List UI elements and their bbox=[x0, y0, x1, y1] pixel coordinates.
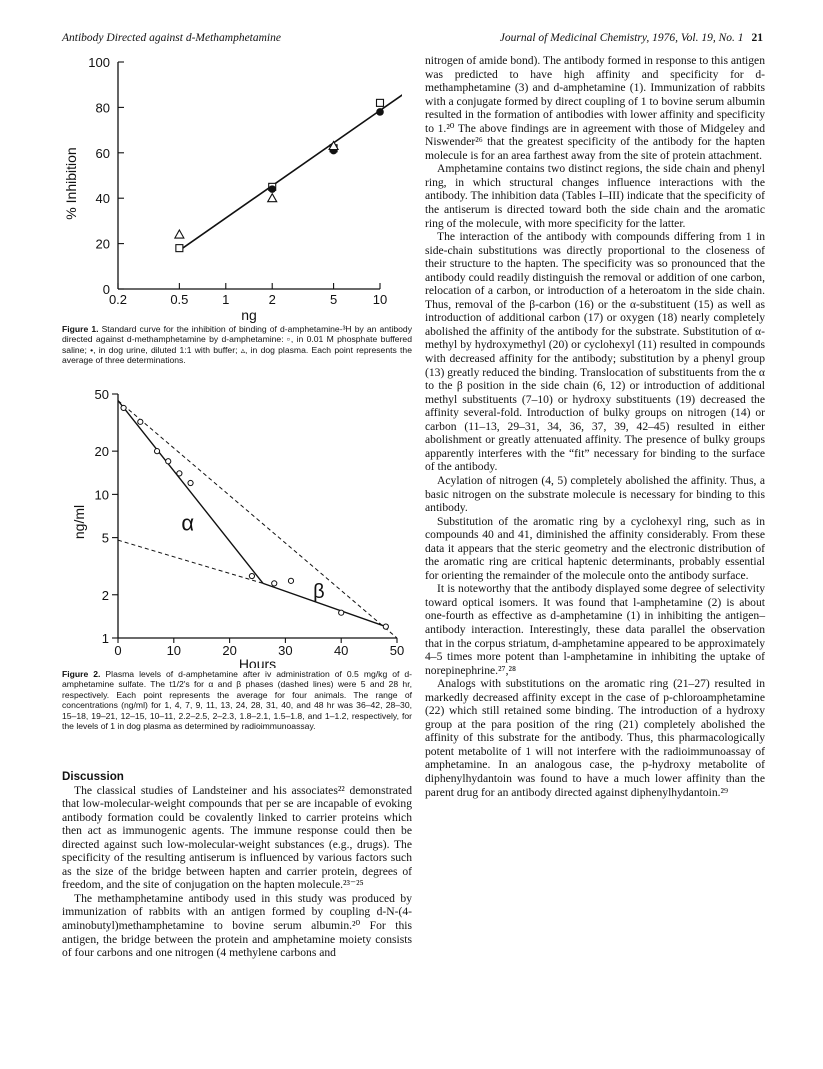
body-paragraph: Acylation of nitrogen (4, 5) completely abolished the affinity. Thus, a basic nitrogen on the substrate molecule is necessary for binding to this antibody. bbox=[425, 473, 765, 515]
body-paragraph: Amphetamine contains two distinct regions, the side chain and phenyl ring, in which structural changes influence interactions with the antibody. The inhibition data (Tables I–III) indicate that the specificity of the antiserum is directed toward both the side chain and the aromatic ring of the molecule, with more specificity for the latter. bbox=[425, 162, 765, 230]
figure2-caption-label: Figure 2. bbox=[62, 669, 101, 679]
x-tick-label: 20 bbox=[222, 643, 237, 658]
y-tick-label: 40 bbox=[95, 191, 110, 207]
y-tick-label: 100 bbox=[88, 55, 110, 70]
figure2-axes bbox=[71, 387, 404, 668]
x-tick-label: 5 bbox=[329, 292, 338, 307]
x-tick-label: 40 bbox=[333, 643, 349, 658]
x-tick-label: 2 bbox=[268, 292, 276, 307]
data-point-circle bbox=[249, 573, 254, 578]
continued-paragraph: nitrogen of amide bond). The antibody formed in response to this antigen was predicted to have high affinity and specificity for d-methamphetamine (3) and d-amphetamine (1). Immunization of rabbits with a conjugate formed by direct coupling of 1 to bovine serum albumin resulted in the formation of antibodies with lower affinity and specificity to 1.²⁰ The above findings are in agreement with those of Midgeley and Niswender²⁶ that the greatest specificity of the antibody for the hapten molecule is for an area farthest away from the site of protein attachment. bbox=[425, 54, 766, 162]
data-point-circle bbox=[376, 108, 384, 116]
x-tick-label: 1 bbox=[222, 292, 230, 307]
data-point-circle bbox=[272, 581, 277, 586]
data-point-circle bbox=[188, 480, 193, 485]
discussion-paragraph: The classical studies of Landsteiner and his associates²² demonstrated that low-molecular-weight compounds that per se are incapable of evoking antibody formation could be covalently linked to carrier proteins which then act as immunogenic agents. The immune response could then be directed against such low-molecular-weight substances (e.g., drugs). The specificity of the resulting antiserum is influenced by various factors such as the size of the bridge between hapten and carrier protein, degrees of freedom, and the site of conjugation on the hapten molecule.²³⁻²⁵ bbox=[62, 783, 412, 892]
data-point-circle bbox=[177, 471, 182, 476]
data-point-circle bbox=[288, 578, 293, 583]
x-axis-label: Hours bbox=[238, 656, 277, 668]
body-paragraph: Substitution of the aromatic ring by a cyclohexyl ring, such as in compounds 40 and 41, diminished the affinity considerably. From these data it appears that the steric geometry and the electronic distribution of the aromatic ring are critical haptenic determinants, probably essential for orienting the remainder of the molecule onto the antibody surface. bbox=[425, 514, 765, 582]
figure2-caption-text: Plasma levels of d-amphetamine after iv administration of 0.5 mg/kg of d-amphetamine sulfate. The t1/2's for α and β phases (dashed lines) were 5 and 28 hr, respectively. Each point represents the average for four animals. The range of concentrations (ng/ml) for 1, 4, 7, 9, 11, 13, 24, 28, 31, 40, and 48 hr was 36–42, 28–30, 15–18, 19–21, 12–15, 10–11, 2.2–2.5, 2–2.3, 1.8–2.1, 1.5–1.8, and 1–1.2, respectively, for the levels of 1 in dog plasma as determined by radioimmunoassay. bbox=[62, 669, 412, 732]
running-header-title: Antibody Directed against d-Methamphetamine bbox=[62, 32, 281, 44]
data-point-square bbox=[377, 99, 384, 106]
regression-line bbox=[179, 92, 402, 251]
x-tick-label: 10 bbox=[166, 643, 182, 658]
x-tick-label: 0.5 bbox=[170, 292, 189, 307]
data-point-circle bbox=[383, 624, 388, 629]
body-paragraph: It is noteworthy that the antibody displayed some degree of selectivity toward optical isomers. It was found that l-amphetamine (2) is about one-fourth as effective as d-amphetamine (1) in inhibiting the antigen–antibody interaction. Interestingly, these data parallel the observation that in the corpus striatum, d-amphetamine appeared to be approximately 4–5 times more potent than l-amphetamine in inhibiting the uptake of norepinephrine.²⁷,²⁸ bbox=[425, 582, 765, 677]
data-point-circle bbox=[166, 459, 171, 464]
figure2-marks bbox=[118, 401, 397, 638]
y-tick-label: 60 bbox=[95, 145, 110, 161]
x-axis-label: ng bbox=[241, 307, 257, 323]
figure1-caption bbox=[62, 324, 412, 366]
data-point-circle bbox=[339, 610, 344, 615]
figure1-axes bbox=[63, 55, 387, 323]
discussion-section bbox=[62, 770, 412, 960]
alpha-phase-label: α bbox=[181, 510, 195, 536]
body-paragraph: The interaction of the antibody with compounds differing from 1 in side-chain substitutions was directly proportional to the closeness of their structure to the hapten. The specificity was so pronounced that the antibody could readily distinguish the removal or addition of one carbon, relocation of a carbon, or introduction of a heteroatom in the side chain. Thus, removal of the β-carbon (16) or the α-substituent (15) as well as introduction of additional carbon (17) or oxygen (18) nearly completely abolished the affinity of the antibody for the substrate. Substitution of α-methyl by hydroxymethyl (20) or cyclohexyl (11) resulted in compounds with decreased affinity for the antibody; substitution by a phenyl group (13) greatly reduced the binding. Translocation of substituents from the α to the β position in the side chain (6, 12) or introduction of additional methyl substituents (7–10) or hydroxy substituents (19) decreased the affinity several-fold. Introduction of bulky groups on nitrogen (14) or carbon (11–13, 29–31, 34, 36, 37, 39, 42–45) resulted in either abolishment or greatly attenuated affinity. The presence of bulky groups apparently interferes with the “fit” necessary for binding to the surface of the antibody. bbox=[425, 230, 765, 474]
data-point-circle bbox=[154, 449, 159, 454]
body-paragraph: Analogs with substitutions on the aromatic ring (21–27) resulted in markedly decreased affinity except in the case of p-chloroamphetamine (22) which still retained some binding. The introduction of a hydroxy group at the para position of the ring (21) completely abolished the affinity of this substrate for the antibody. Thus, this pharmacologically potent metabolite of 1 will not interfere with the radioimmunoassay of amphetamine. In an analogous case, the p-hydroxy metabolite of diphenylhydantoin was found to have a much lower affinity than the parent drug for an antibody directed against diphenylhydantoin.²⁹ bbox=[425, 677, 765, 799]
right-column-text bbox=[425, 54, 765, 799]
y-axis-label: ng/ml bbox=[71, 504, 87, 540]
dashed-phase-line bbox=[118, 401, 397, 638]
phase-line bbox=[118, 401, 263, 584]
x-tick-label: 0.2 bbox=[108, 292, 128, 307]
data-point-circle bbox=[121, 405, 126, 410]
running-header-journal bbox=[500, 32, 763, 44]
x-tick-label: 30 bbox=[278, 643, 293, 658]
figure1-caption-label: Figure 1. bbox=[62, 324, 99, 334]
figure2-caption bbox=[62, 669, 412, 731]
data-point-circle bbox=[268, 185, 276, 193]
y-tick-label: 2 bbox=[101, 587, 109, 603]
data-point-square bbox=[176, 245, 183, 252]
discussion-heading: Discussion bbox=[62, 770, 124, 783]
y-tick-label: 5 bbox=[101, 530, 109, 546]
dashed-phase-line bbox=[118, 540, 263, 583]
y-tick-label: 10 bbox=[94, 487, 109, 503]
y-tick-label: 0 bbox=[102, 282, 110, 297]
y-tick-label: 80 bbox=[95, 100, 110, 116]
x-tick-label: 10 bbox=[372, 292, 388, 307]
figure1-chart bbox=[62, 52, 402, 324]
page-number: 21 bbox=[751, 32, 763, 44]
x-tick-label: 50 bbox=[389, 643, 405, 658]
y-axis-label: % Inhibition bbox=[63, 147, 79, 220]
y-tick-label: 50 bbox=[94, 387, 109, 402]
figure2-chart bbox=[62, 384, 412, 668]
data-point-triangle bbox=[175, 230, 184, 238]
figure1-marks bbox=[175, 92, 402, 252]
y-tick-label: 20 bbox=[94, 444, 109, 460]
beta-phase-label: β bbox=[313, 580, 325, 603]
y-tick-label: 20 bbox=[95, 236, 110, 252]
x-tick-label: 0 bbox=[114, 643, 122, 658]
discussion-paragraph: The methamphetamine antibody used in this study was produced by immunization of rabbits with an antigen formed by coupling d-N-(4-aminobutyl)methamphetamine to bovine serum albumin.²⁰ For this antigen, the bridge between the protein and amphetamine moiety consists of four carbons and one nitrogen (4 methylene carbons and bbox=[62, 891, 412, 960]
journal-citation: Journal of Medicinal Chemistry, 1976, Vol. 19, No. 1 bbox=[499, 32, 744, 44]
data-point-triangle bbox=[268, 194, 277, 202]
figure1-caption-text: Standard curve for the inhibition of binding of d-amphetamine-³H by an antibody directed against d-methamphetamine by d-amphetamine: ▫, in 0.01 M phosphate buffered saline; •, in dog urine, diluted 1:1 with buffer; ▵, in dog plasma. Each point represents the average of three determinations. bbox=[62, 324, 412, 366]
data-point-circle bbox=[138, 419, 143, 424]
y-tick-label: 1 bbox=[101, 631, 109, 646]
